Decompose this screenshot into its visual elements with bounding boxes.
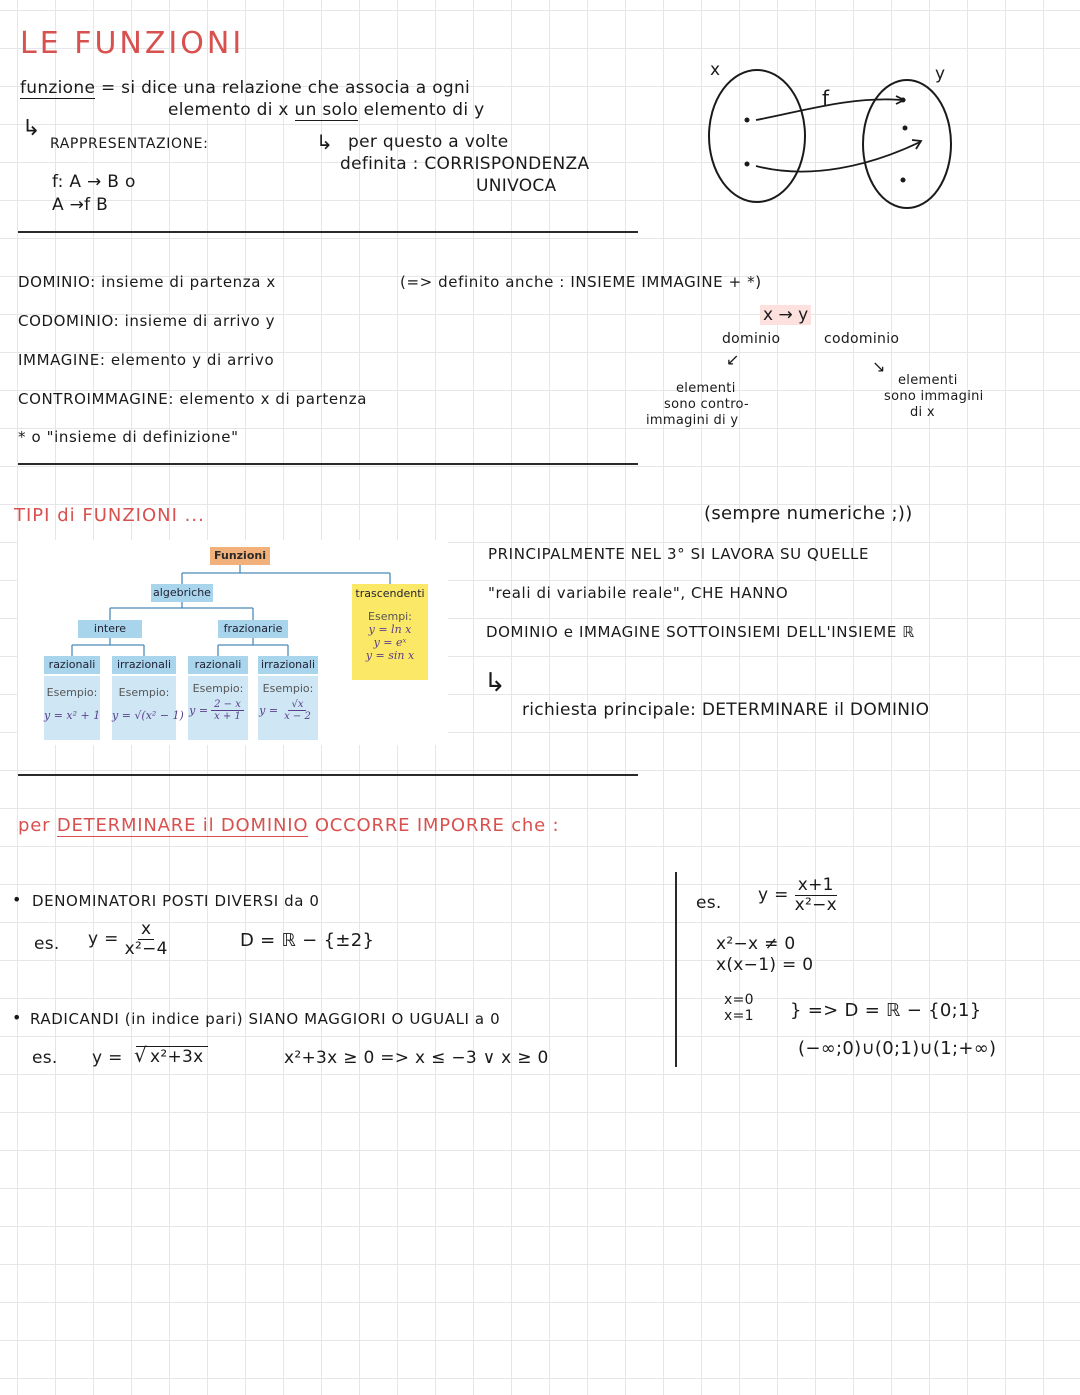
representation-1: f: A → B o: [52, 172, 136, 192]
codominio-desc-2: sono immagini: [884, 389, 984, 404]
rules-title: [18, 815, 559, 836]
types-p2: "reali di variabile reale", CHE HANNO: [488, 584, 789, 602]
curved-arrow-icon: ↳: [22, 116, 41, 141]
dominio-desc-1: elementi: [676, 381, 736, 396]
right-line-1: x²−x ≠ 0: [716, 934, 796, 954]
trascendenti-esempi: Esempi:: [368, 610, 412, 623]
right-line-4: x=1: [724, 1008, 754, 1024]
tree-leaf-3: [188, 656, 248, 740]
dominio-note: (=> definito anche : INSIEME IMMAGINE + *): [400, 273, 762, 291]
codominio-desc-1: elementi: [898, 373, 958, 388]
tree-algebriche: algebriche: [151, 584, 213, 602]
leaf-1-label: razionali: [44, 656, 100, 674]
rule-1-fraction: [122, 920, 171, 958]
types-p3: DOMINIO e IMMAGINE SOTTOINSIEMI DELL'INSIEME ℝ: [486, 623, 915, 641]
dominio-desc-2: sono contro-: [664, 397, 750, 412]
term-controimmagine: CONTROIMMAGINE: elemento x di partenza: [18, 390, 368, 408]
x-to-y: x → y: [760, 305, 811, 325]
rule-1: DENOMINATORI POSTI DIVERSI da 0: [32, 892, 320, 910]
right-line-3: x=0: [724, 992, 754, 1008]
leaf-4-label: irrazionali: [258, 656, 318, 674]
right-line-2: x(x−1) = 0: [716, 955, 814, 975]
rule-2-y: y =: [92, 1048, 123, 1068]
term-dominio: DOMINIO: insieme di partenza x: [18, 273, 276, 291]
rule-2-radical: [134, 1043, 208, 1067]
rule-1-domain: D = ℝ − {±2}: [240, 930, 375, 951]
tree-trascendenti: [352, 584, 428, 680]
codominio-label: codominio: [824, 331, 900, 347]
set-y-label: y: [935, 64, 946, 84]
definition-text-2a: elemento di x: [168, 100, 289, 120]
leaf-3-y: y =: [189, 704, 209, 717]
leaf-3-fraction: [211, 699, 244, 722]
asterisk-note: * o "insieme di definizione": [18, 428, 239, 446]
leaf-4-formula: [258, 699, 318, 722]
right-y: y =: [758, 885, 789, 906]
rule-1-y: y =: [88, 929, 119, 950]
leaf-1-example: [44, 676, 100, 740]
representation-label: RAPPRESENTAZIONE:: [50, 136, 209, 152]
tree-leaf-4: [258, 656, 318, 740]
rule-1-es: es.: [34, 934, 60, 954]
right-example: [758, 876, 843, 914]
leaf-2-esempio: Esempio:: [118, 686, 170, 699]
leaf-3-den: x + 1: [214, 711, 241, 722]
definition-text-2c: elemento di y: [363, 100, 485, 120]
bullet-icon: •: [12, 1008, 22, 1027]
tree-frazionarie: frazionarie: [218, 620, 288, 638]
tr-example-2: y = eˣ: [373, 636, 407, 649]
right-domain: } => D = ℝ − {0;1}: [790, 1000, 982, 1021]
rules-title-b: DETERMINARE il DOMINIO: [56, 815, 309, 836]
function-types-tree: [18, 540, 448, 745]
leaf-4-num: √x: [288, 699, 306, 711]
term-funzione: funzione: [20, 78, 96, 98]
leaf-2-example: [112, 676, 184, 740]
tree-root: Funzioni: [210, 547, 270, 565]
leaf-2-label: irrazionali: [112, 656, 176, 674]
types-note: (sempre numeriche ;)): [704, 503, 913, 524]
leaf-4-esempio: Esempio:: [262, 682, 314, 695]
definition-line-2: [168, 100, 484, 120]
types-p1: PRINCIPALMENTE NEL 3° SI LAVORA SU QUELLE: [488, 545, 870, 563]
rule-2-solution: x²+3x ≥ 0 => x ≤ −3 ∨ x ≥ 0: [284, 1048, 549, 1068]
tr-example-1: y = ln x: [368, 623, 412, 636]
note-line-1: per questo a volte: [348, 132, 509, 152]
representation-2: A →f B: [52, 195, 109, 215]
tree-leaf-1: [44, 656, 100, 740]
leaf-4-y: y =: [259, 704, 279, 717]
vertical-divider: [675, 872, 677, 1067]
term-codominio: CODOMINIO: insieme di arrivo y: [18, 312, 276, 330]
tree-leaf-2: [112, 656, 184, 740]
leaf-1-esempio: Esempio:: [46, 686, 98, 699]
curved-arrow-icon: ↳: [484, 668, 507, 698]
right-den: x²−x: [794, 894, 837, 915]
definition-text-1: = si dice una relazione che associa a ogni: [100, 78, 471, 98]
term-immagine: IMMAGINE: elemento y di arrivo: [18, 351, 275, 369]
definition-line-1: [20, 78, 470, 98]
rules-title-c: OCCORRE IMPORRE che :: [314, 815, 560, 836]
rule-2-radicand: x²+3x: [150, 1047, 204, 1067]
rule-2-es: es.: [32, 1048, 58, 1068]
leaf-1-formula: y = x² + 1: [44, 709, 101, 722]
leaf-4-example: [258, 676, 318, 740]
tr-example-3: y = sin x: [365, 649, 415, 662]
note-line-3: UNIVOCA: [476, 176, 557, 196]
rule-1-num: x: [138, 920, 154, 940]
leaf-4-den: x − 2: [284, 711, 311, 722]
right-interval: (−∞;0)∪(0;1)∪(1;+∞): [798, 1038, 997, 1059]
divider: [18, 231, 638, 233]
dominio-label: dominio: [722, 331, 781, 347]
right-fraction: [792, 876, 840, 914]
rule-1-den: x²−4: [124, 938, 168, 959]
right-num: x+1: [795, 876, 837, 896]
dominio-desc-3: immagini di y: [646, 413, 739, 428]
leaf-3-example: [188, 676, 248, 740]
leaf-3-label: razionali: [188, 656, 248, 674]
page-title: LE FUNZIONI: [20, 26, 245, 61]
arrow-down-right-icon: ↘: [872, 357, 886, 376]
set-x-label: x: [710, 60, 721, 80]
trascendenti-label: trascendenti: [355, 587, 425, 600]
arrow-icon: ↳: [316, 130, 334, 154]
tree-intere: intere: [78, 620, 142, 638]
leaf-3-num: 2 − x: [211, 699, 244, 711]
leaf-3-esempio: Esempio:: [192, 682, 244, 695]
types-title: TIPI di FUNZIONI ...: [14, 505, 205, 526]
definition-text-2b: un solo: [294, 100, 358, 120]
map-label-f: f: [822, 86, 830, 110]
bullet-icon: •: [12, 890, 22, 909]
arrow-down-left-icon: ↙: [726, 350, 740, 369]
leaf-2-formula: y = √(x² − 1): [112, 709, 184, 722]
types-request: richiesta principale: DETERMINARE il DOMINIO: [522, 700, 930, 720]
rule-1-example: [88, 920, 174, 958]
note-line-2: definita : CORRISPONDENZA: [340, 154, 590, 174]
codominio-desc-3: di x: [910, 405, 935, 420]
rules-title-a: per: [18, 815, 51, 836]
right-es: es.: [696, 893, 722, 913]
divider: [18, 774, 638, 776]
leaf-3-formula: [188, 699, 248, 722]
rule-2: RADICANDI (in indice pari) SIANO MAGGIORI O UGUALI a 0: [30, 1010, 501, 1028]
sqrt-icon: √: [134, 1043, 148, 1067]
divider: [18, 463, 638, 465]
leaf-4-fraction: [281, 699, 314, 722]
